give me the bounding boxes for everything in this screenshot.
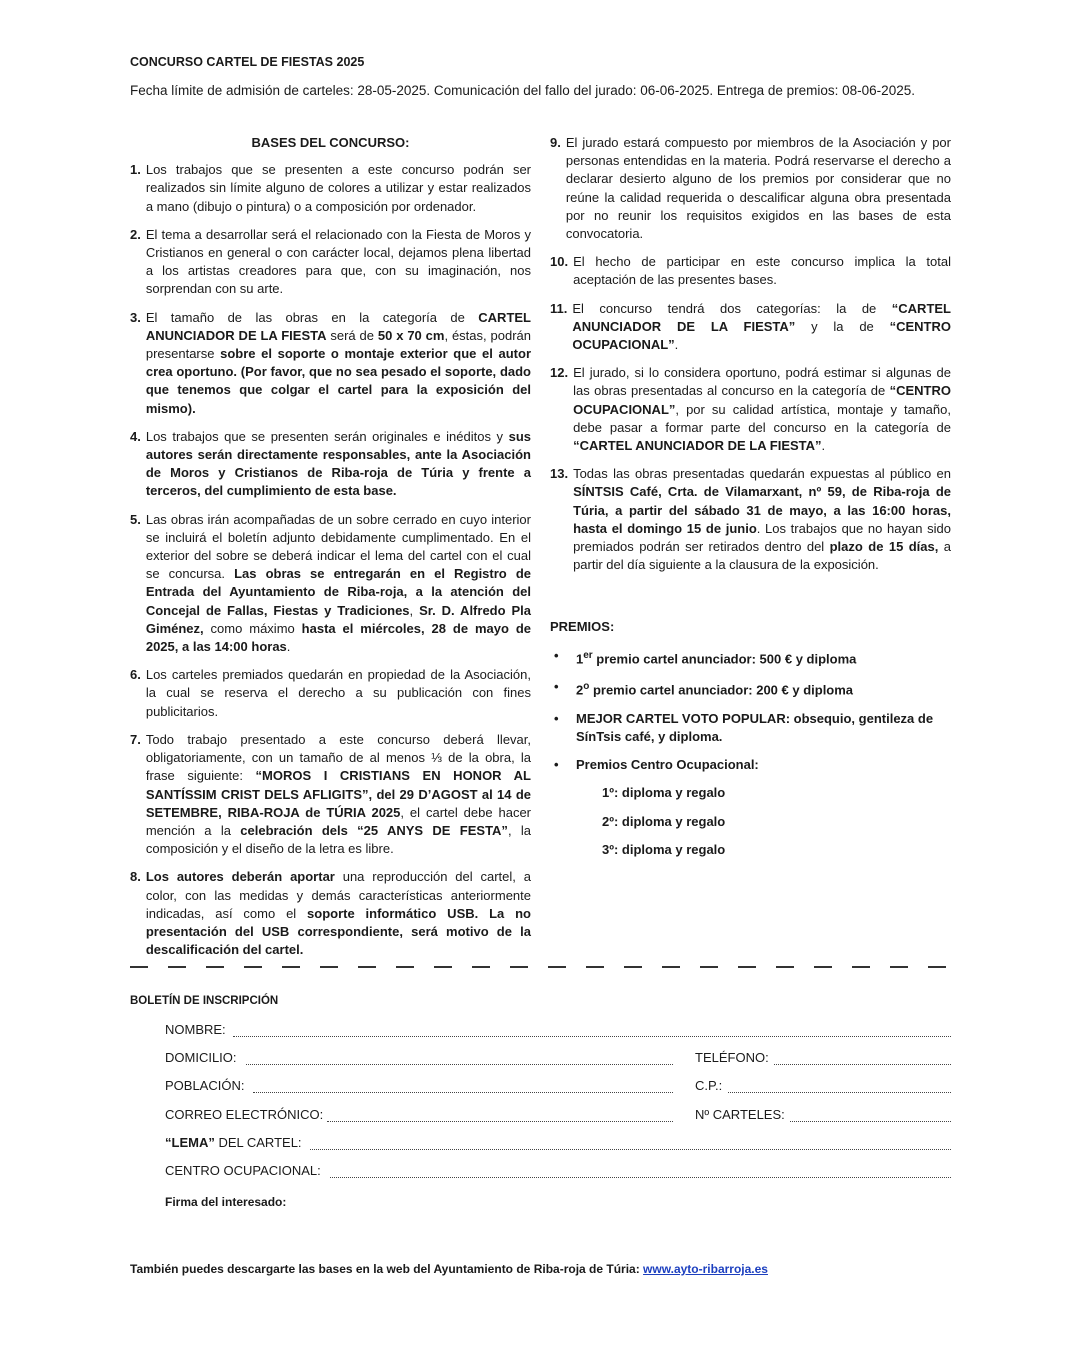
centro-label: CENTRO OCUPACIONAL: [165, 1163, 321, 1178]
premio-voto-popular: • MEJOR CARTEL VOTO POPULAR: obsequio, gentileza de SínTsis café, y diploma. [550, 710, 951, 746]
carteles-field[interactable] [790, 1121, 951, 1122]
base-item-9: 9. El jurado estará compuesto por miembros de la Asociación y por personas entendidas en la materia. Podrá reservarse el derecho a declarar desierto alguno de los premios por considerar que no reúne la calidad requerida o descalificar alguna obra presentada por no reunir los requisitos exigidos en las bases de esta convocatoria. [550, 135, 951, 242]
telefono-label: TELÉFONO: [695, 1050, 769, 1065]
premio-centro-ocupacional: • Premios Centro Ocupacional: [550, 756, 951, 774]
base-item-5: 5. Las obras irán acompañadas de un sobre cerrado en cuyo interior se incluirá el boletín adjunto debidamente cumplimentado. En el exterior del sobre se deberá indicar el lema del cartel con el cual se concursa. Las obras se entregarán en el Registro de Entrada del Ayuntamiento de Riba-roja, a la atención del Concejal de Fallas, Fiestas y Tradiciones, Sr. D. Alfredo Pla Giménez, como máximo hasta el miércoles, 28 de mayo de 2025, a las 14:00 horas. [130, 511, 531, 655]
base-item-6: 6. Los carteles premiados quedarán en propiedad de la Asociación, la cual se reserva el derecho a su publicación con fines publicitarios. [130, 667, 531, 719]
bullet-icon: • [554, 679, 559, 695]
base-item-8: 8. Los autores deberán aportar una reproducción del cartel, a color, con las medidas y demás características anteriormente indicadas, así como el soporte informático USB. La no presentación del USB correspondiente, será motivo de la descalificación del cartel. [130, 869, 531, 958]
domicilio-label: DOMICILIO: [165, 1050, 237, 1065]
nombre-field[interactable] [233, 1036, 951, 1037]
page-subtitle: Fecha límite de admisión de carteles: 28-05-2025. Comunicación del fallo del jurado: 06-06-2025. Entrega de premios: 08-06-2025. [130, 83, 915, 98]
footer-note: También puedes descargarte las bases en la web del Ayuntamiento de Riba-roja de Túria: www.ayto-ribarroja.es [130, 1262, 768, 1276]
bases-left-column [130, 134, 531, 969]
premios-heading: PREMIOS: [550, 619, 615, 635]
centro-field[interactable] [330, 1177, 951, 1178]
correo-field[interactable] [327, 1121, 673, 1122]
sub-premio-1: 1º: diploma y regalo [602, 785, 726, 801]
bullet-icon: • [554, 757, 559, 773]
base-item-2: 2. El tema a desarrollar será el relacionado con la Fiesta de Moros y Cristianos en general o con carácter local, dejamos plena libertad a los artistas creadores para que, con su imaginación, nos sorprendan con su arte. [130, 226, 531, 297]
telefono-field[interactable] [774, 1064, 951, 1065]
page-title: CONCURSO CARTEL DE FIESTAS 2025 [130, 55, 365, 69]
premio-2: • 2$^o$ premio cartel anunciador: 200 € y diploma [550, 678, 951, 700]
base-item-1: 1. Los trabajos que se presenten a este concurso podrán ser realizados sin límite alguno de colores a utilizar y estar realizados a mano (dibujo o pintura) o a composición por ordenador. [130, 162, 531, 214]
nombre-label: NOMBRE: [165, 1022, 226, 1037]
poblacion-field[interactable] [253, 1092, 673, 1093]
base-item-10: 10. El hecho de participar en este concurso implica la total aceptación de las presentes bases. [550, 254, 951, 288]
domicilio-field[interactable] [246, 1064, 673, 1065]
bullet-icon: • [554, 710, 559, 726]
lema-label: “LEMA” DEL CARTEL: [165, 1135, 302, 1150]
base-item-4: 4. Los trabajos que se presenten serán originales e inéditos y sus autores serán directamente responsables, ante la Asociación de Moros y Cristianos de Riba-roja de Túria y frente a terceros, del cumplimiento de esta base. [130, 428, 531, 499]
bullet-icon: • [554, 647, 559, 663]
carteles-label: Nº CARTELES: [695, 1107, 785, 1122]
base-item-3: 3. El tamaño de las obras en la categoría de CARTEL ANUNCIADOR DE LA FIESTA será de 50 x 70 cm, éstas, podrán presentarse sobre el soporte o montaje exterior que el autor crea oportuno. (Por favor, que no sea pesado el soporte, dado que tenemos que colgar el cartel para la exposición del mismo). [130, 309, 531, 416]
base-item-12: 12. El jurado, si lo considera oportuno, podrá estimar si algunas de las obras presentadas al concurso en la categoría de “CENTRO OCUPACIONAL”, por su calidad artística, montaje y tamaño, debe pasar a formar parte del concurso en la categoría de “CARTEL ANUNCIADOR DE LA FIESTA”. [550, 365, 951, 454]
bases-right-column [550, 134, 951, 869]
firma-label: Firma del interesado: [165, 1195, 287, 1209]
website-link[interactable]: www.ayto-ribarroja.es [643, 1262, 768, 1276]
cut-line-divider [130, 966, 951, 968]
premio-1: • 1er premio cartel anunciador: 500 € y diploma [550, 647, 951, 669]
cp-field[interactable] [728, 1092, 951, 1093]
base-item-11: 11. El concurso tendrá dos categorías: la de “CARTEL ANUNCIADOR DE LA FIESTA” y la de “CENTRO OCUPACIONAL”. [550, 300, 951, 353]
bases-heading: BASES DEL CONCURSO: [251, 135, 410, 150]
lema-field[interactable] [310, 1149, 951, 1150]
sub-premio-3: 3º: diploma y regalo [602, 841, 726, 857]
correo-label: CORREO ELECTRÓNICO: [165, 1107, 324, 1122]
form-title: BOLETÍN DE INSCRIPCIÓN [130, 995, 279, 1007]
cp-label: C.P.: [695, 1078, 723, 1093]
base-item-13: 13. Todas las obras presentadas quedarán expuestas al público en SÍNTSIS Café, Crta. de Vilamarxant, nº 59, de Riba-roja de Túria, a partir del sábado 31 de mayo, a las 16:00 horas, hasta el domingo 15 de junio. Los trabajos que no hayan sido premiados podrán ser retirados dentro del plazo de 15 días, a partir del día siguiente a la clausura de la exposición. [550, 466, 951, 573]
sub-premio-2: 2º: diploma y regalo [602, 813, 726, 829]
base-item-7: 7. Todo trabajo presentado a este concurso deberá llevar, obligatoriamente, con un tamaño de al menos ⅓ de la obra, la frase siguiente: “MOROS I CRISTIANS EN HONOR AL SANTÍSSIM CRIST DELS AFLIGITS”, del 29 D’AGOST al 14 de SETEMBRE, RIBA-ROJA de TÚRIA 2025, el cartel debe hacer mención a la celebración dels “25 ANYS DE FESTA”, la composición y el diseño de la letra es libre. [130, 731, 532, 857]
poblacion-label: POBLACIÓN: [165, 1078, 245, 1093]
